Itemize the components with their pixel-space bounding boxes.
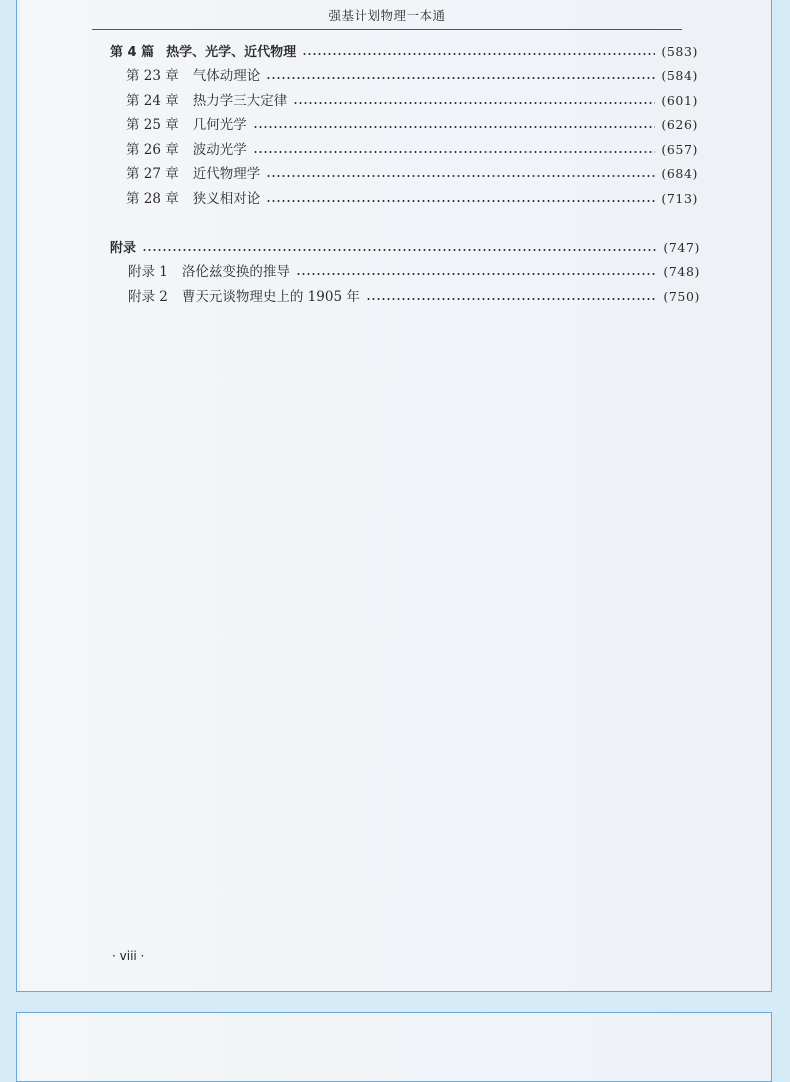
- next-paper-page: [21, 1013, 717, 1081]
- leader-dots: [366, 298, 658, 300]
- leader-dots: [266, 77, 655, 79]
- next-page-frame: [16, 1012, 772, 1082]
- leader-dots: [302, 53, 655, 55]
- leader-dots: [266, 175, 655, 177]
- toc-chapter-26[interactable]: [126, 140, 698, 160]
- toc-part-4[interactable]: [110, 42, 698, 62]
- appendix-page: (747): [663, 240, 700, 255]
- leader-dots: [266, 200, 655, 202]
- chapter-number: 第 26 章: [126, 142, 179, 158]
- leader-dots: [296, 273, 657, 275]
- toc-appendix-1[interactable]: [128, 262, 700, 282]
- chapter-page: (584): [661, 68, 698, 83]
- toc-chapter-23[interactable]: [126, 66, 698, 86]
- part-page: (583): [661, 44, 698, 59]
- chapter-title: 狭义相对论: [192, 191, 261, 207]
- toc-appendix-2[interactable]: [128, 287, 700, 307]
- toc-chapter-27[interactable]: [126, 164, 698, 184]
- leader-dots: [142, 249, 657, 251]
- chapter-title: 波动光学: [192, 142, 247, 158]
- chapter-page: (684): [661, 166, 698, 181]
- chapter-number: 第 23 章: [126, 68, 179, 84]
- chapter-page: (601): [661, 93, 698, 108]
- part-title: 热学、光学、近代物理: [166, 45, 297, 60]
- chapter-title: 几何光学: [192, 117, 247, 133]
- chapter-number: 第 24 章: [126, 93, 179, 109]
- appendix-item-page: (750): [663, 289, 700, 304]
- chapter-number: 第 27 章: [126, 166, 179, 182]
- appendix-number: 附录 1: [128, 264, 168, 280]
- part-number: 第 4 篇: [110, 45, 155, 60]
- appendix-item-page: (748): [663, 264, 700, 279]
- chapter-number: 第 28 章: [126, 191, 179, 207]
- chapter-title: 气体动理论: [192, 68, 261, 84]
- chapter-page: (626): [661, 117, 698, 132]
- chapter-title: 热力学三大定律: [192, 93, 288, 109]
- running-head: 强基计划物理一本通: [92, 6, 682, 30]
- appendix-item-title: 曹天元谈物理史上的 1905 年: [181, 289, 360, 305]
- leader-dots: [253, 151, 656, 153]
- leader-dots: [293, 102, 655, 104]
- leader-dots: [253, 126, 656, 128]
- appendix-number: 附录 2: [128, 289, 168, 305]
- chapter-page: (657): [661, 142, 698, 157]
- chapter-number: 第 25 章: [126, 117, 179, 133]
- toc-chapter-25[interactable]: [126, 115, 698, 135]
- toc-appendix[interactable]: [110, 238, 700, 258]
- toc-chapter-24[interactable]: [126, 91, 698, 111]
- page-folio: · viii ·: [112, 949, 145, 963]
- appendix-title: 附录: [110, 241, 137, 256]
- chapter-title: 近代物理学: [192, 166, 261, 182]
- chapter-page: (713): [661, 191, 698, 206]
- toc-chapter-28[interactable]: [126, 189, 698, 209]
- appendix-item-title: 洛伦兹变换的推导: [181, 264, 290, 280]
